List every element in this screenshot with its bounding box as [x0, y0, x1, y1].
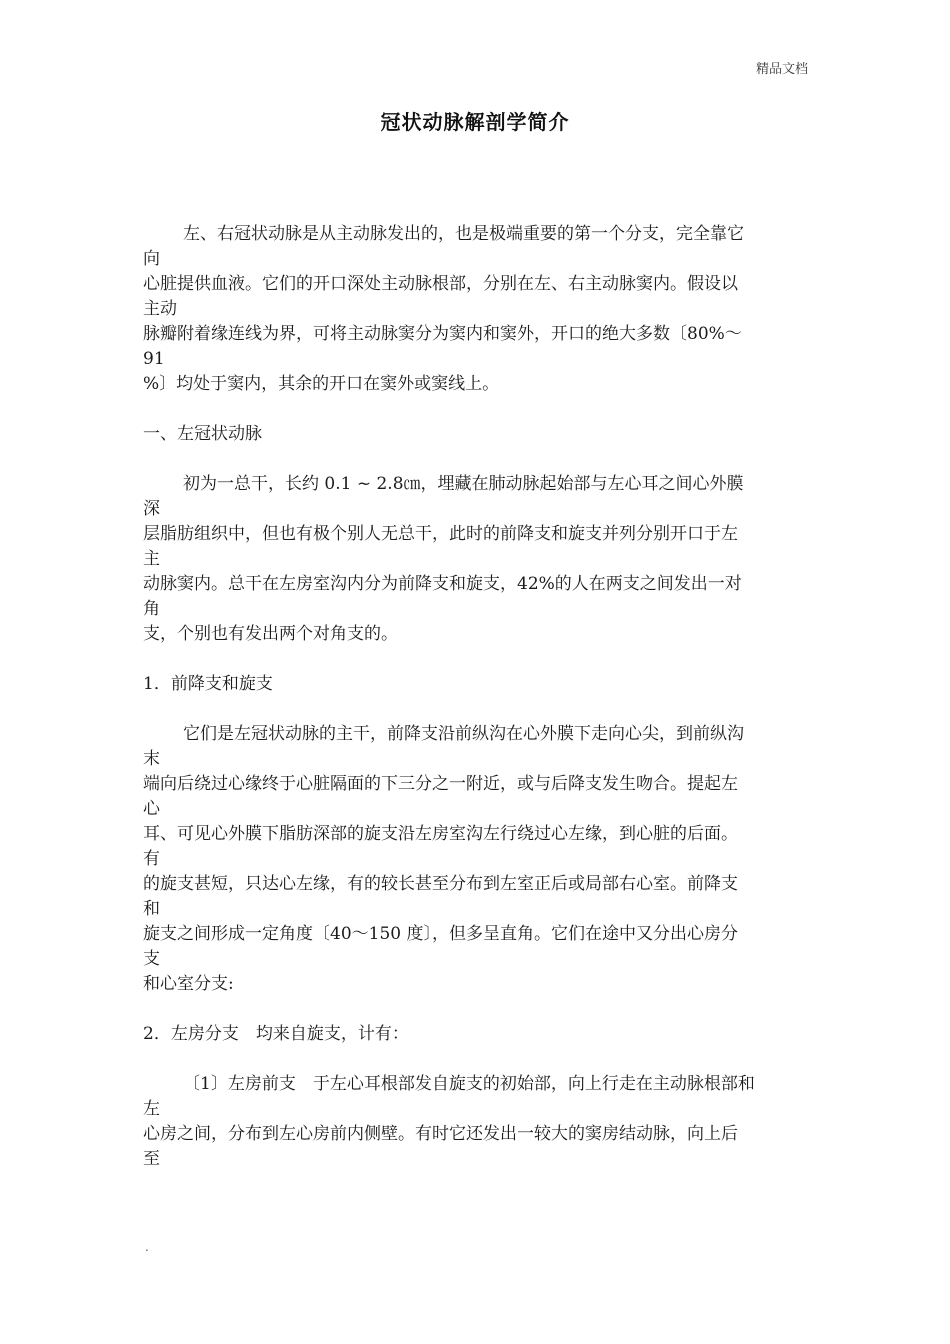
text-line: %〕均处于窦内，其余的开口在窦外或窦线上。 — [143, 374, 500, 394]
text-line: 端向后绕过心缘终于心脏隔面的下三分之一附近，或与后降支发生吻合。提起左 — [143, 774, 738, 794]
text-line: 左、右冠状动脉是从主动脉发出的，也是极端重要的第一个分支，完全靠它 — [183, 224, 744, 244]
section1-heading-block — [143, 422, 823, 447]
subsection-heading: 2．左房分支 均来自旋支，计有： — [143, 1024, 409, 1044]
text-line: 向 — [143, 249, 160, 269]
sub1-paragraph — [143, 722, 823, 997]
text-line: 深 — [143, 499, 160, 519]
page-header-label: 精品文档 — [755, 62, 808, 77]
text-line: 层脂肪组织中，但也有极个别人无总干，此时的前降支和旋支并列分别开口于左 — [143, 524, 738, 544]
intro-paragraph — [143, 222, 823, 397]
text-line: 初为一总干，长约 0.1 ~ 2.8㎝，埋藏在肺动脉起始部与左心耳之间心外膜 — [183, 474, 744, 494]
page-footer-mark: . — [145, 1240, 149, 1254]
document-title: 冠状动脉解剖学简介 — [380, 110, 570, 134]
text-line: 和心室分支: — [143, 974, 234, 994]
text-line: 的旋支甚短，只达心左缘，有的较长甚至分布到左室正后或局部右心室。前降支 — [143, 874, 738, 894]
text-line: 脉瓣附着缘连线为界，可将主动脉窦分为窦内和窦外，开口的绝大多数〔80%～ — [143, 324, 742, 344]
sub2-paragraph — [143, 1072, 823, 1172]
subsection-heading: 1．前降支和旋支 — [143, 674, 273, 694]
text-line: 耳、可见心外膜下脂肪深部的旋支沿左房室沟左行绕过心左缘，到心脏的后面。 — [143, 824, 738, 844]
text-line: 〔1〕左房前支 于左心耳根部发自旋支的初始部，向上行走在主动脉根部和 — [183, 1074, 755, 1094]
text-line: 有 — [143, 849, 160, 869]
section1-paragraph — [143, 472, 823, 647]
text-line: 至 — [143, 1149, 160, 1169]
text-line: 主 — [143, 549, 160, 569]
text-line: 动脉窦内。总干在左房室沟内分为前降支和旋支，42%的人在两支之间发出一对 — [143, 574, 742, 594]
text-line: 91 — [143, 349, 165, 369]
text-line: 旋支之间形成一定角度〔40～150 度〕，但多呈直角。它们在途中又分出心房分 — [143, 924, 738, 944]
text-line: 主动 — [143, 299, 177, 319]
text-line: 心 — [143, 799, 160, 819]
text-line: 心房之间，分布到左心房前内侧壁。有时它还发出一较大的窦房结动脉，向上后 — [143, 1124, 738, 1144]
text-line: 支，个别也有发出两个对角支的。 — [143, 624, 398, 644]
text-line: 支 — [143, 949, 160, 969]
text-line: 左 — [143, 1099, 160, 1119]
text-line: 它们是左冠状动脉的主干，前降支沿前纵沟在心外膜下走向心尖，到前纵沟 — [183, 724, 744, 744]
document-body — [143, 222, 823, 1197]
text-line: 和 — [143, 899, 160, 919]
section-heading: 一、左冠状动脉 — [143, 424, 262, 444]
sub2-heading-block — [143, 1022, 823, 1047]
text-line: 末 — [143, 749, 160, 769]
sub1-heading-block — [143, 672, 823, 697]
text-line: 心脏提供血液。它们的开口深处主动脉根部，分别在左、右主动脉窦内。假设以 — [143, 274, 738, 294]
text-line: 角 — [143, 599, 160, 619]
